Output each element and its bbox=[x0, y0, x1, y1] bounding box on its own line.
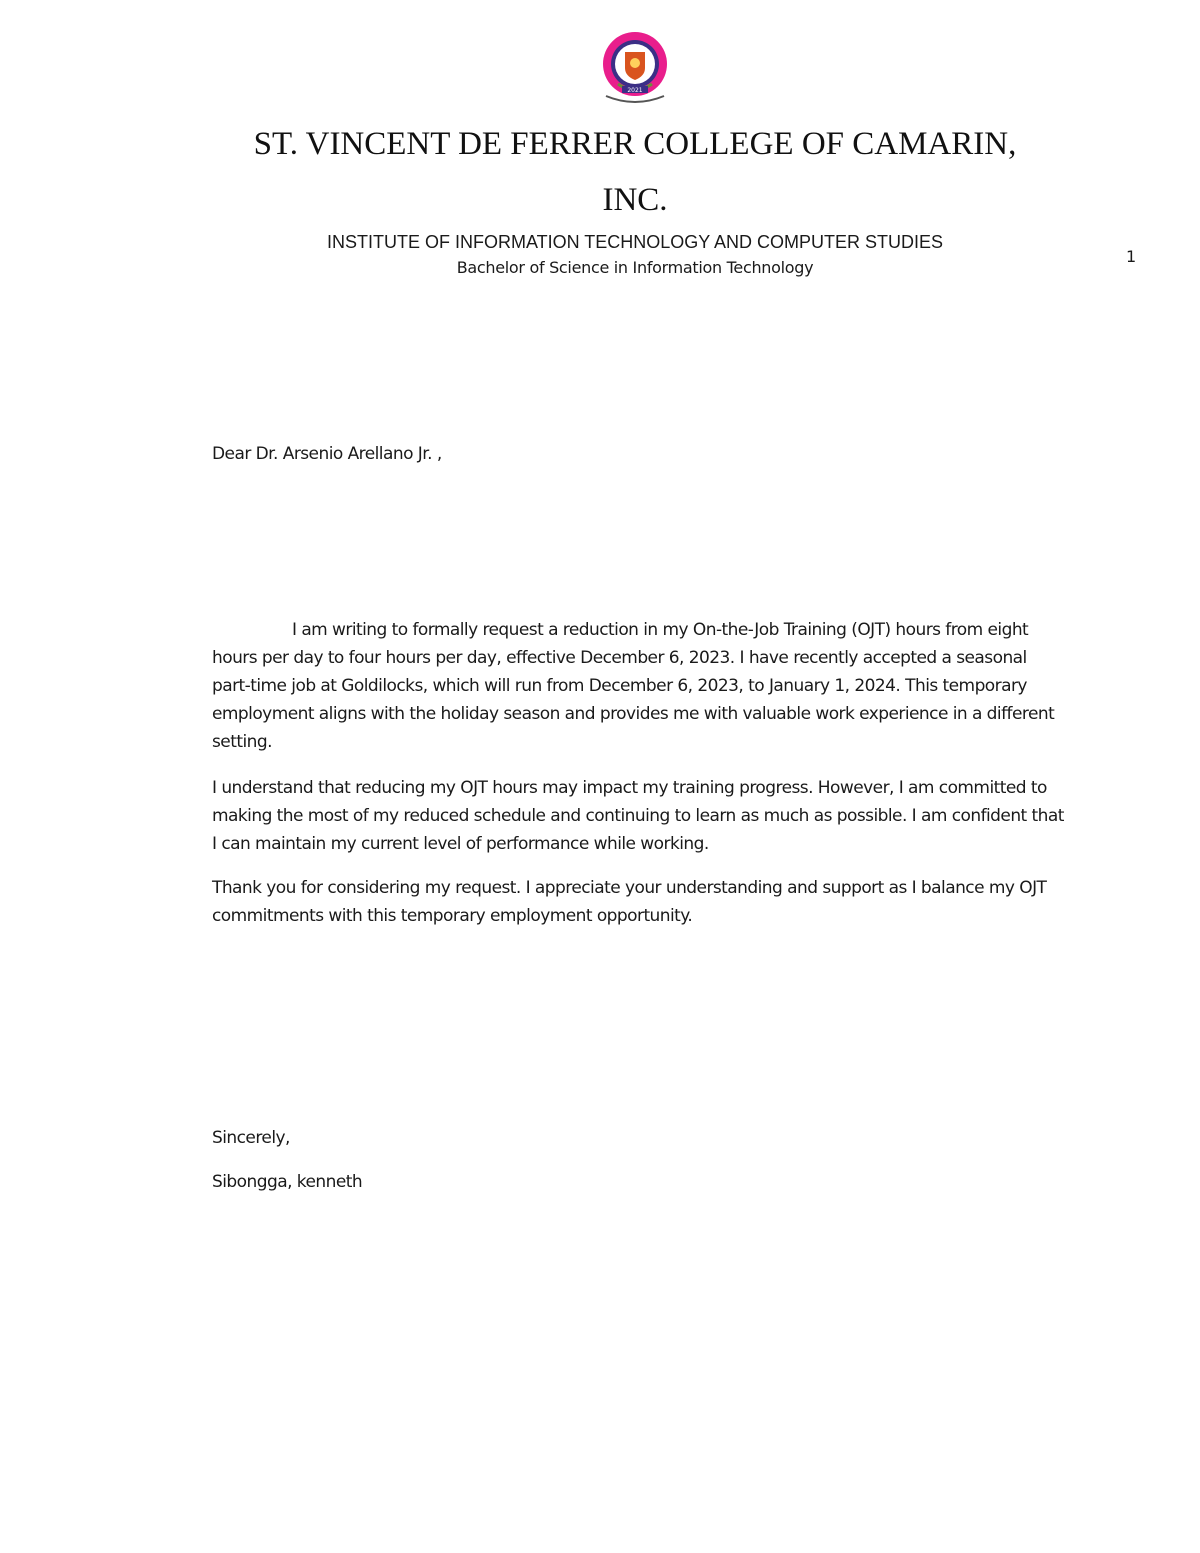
svg-text:2021: 2021 bbox=[627, 87, 643, 94]
school-name-line-1: ST. VINCENT DE FERRER COLLEGE OF CAMARIN, bbox=[253, 126, 1017, 162]
letter-paragraph-3: Thank you for considering my request. I appreciate your understanding and support as I balance my OJT commitments with this temporary employment opportunity. bbox=[212, 878, 1047, 926]
letter-paragraph-2: I understand that reducing my OJT hours may impact my training progress. However, I am committed to making the most of my reduced schedule and continuing to learn as much as possible. I am confident that I can maintain my current level of performance while working. bbox=[212, 778, 1064, 854]
signature: Sibongga, kenneth bbox=[212, 1172, 363, 1192]
letter-paragraph-1 bbox=[212, 616, 1064, 756]
institute-name: INSTITUTE OF INFORMATION TECHNOLOGY AND COMPUTER STUDIES bbox=[326, 232, 944, 252]
salutation: Dear Dr. Arsenio Arellano Jr. , bbox=[212, 444, 442, 464]
paragraph-text: I am writing to formally request a reduction in my On-the-Job Training (OJT) hours from eight hours per day to four hours per day, effective December 6, 2023. I have recently accepted a seasonal part-time job at Goldilocks, which will run from December 6, 2023, to January 1, 2024. This temporary employment aligns with the holiday season and provides me with valuable work experience in a different setting. bbox=[212, 620, 1055, 752]
college-seal-icon bbox=[596, 30, 674, 108]
page-number: 1 bbox=[1126, 247, 1137, 266]
school-name-line-2: INC. bbox=[602, 182, 668, 218]
page-title bbox=[100, 116, 1170, 228]
program-name: Bachelor of Science in Information Technology bbox=[456, 258, 814, 277]
closing: Sincerely, bbox=[212, 1128, 290, 1148]
